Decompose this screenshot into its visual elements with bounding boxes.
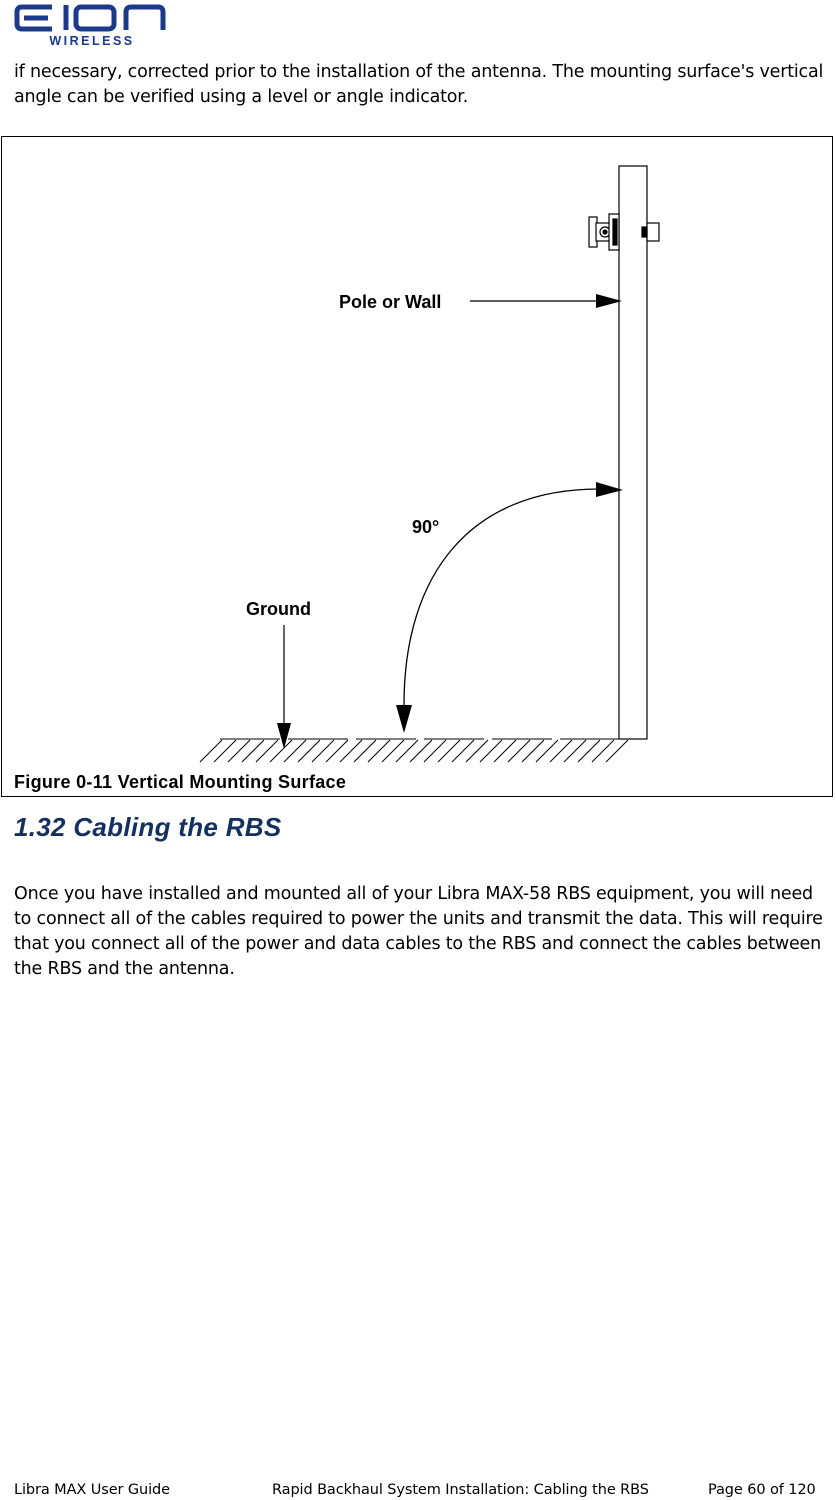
figure-caption: Figure 0-11 Vertical Mounting Surface — [14, 772, 347, 792]
ground-hatch-line — [354, 740, 376, 762]
logo-n-shape — [126, 7, 163, 30]
ground-hatch-line — [214, 740, 236, 762]
figure-vertical-mounting — [1, 136, 833, 797]
label-angle: 90° — [412, 517, 440, 537]
label-pole-or-wall: Pole or Wall — [339, 292, 442, 312]
ground-hatch-line — [536, 740, 558, 762]
section-heading: 1.32 Cabling the RBS — [14, 812, 282, 842]
label-ground: Ground — [246, 599, 311, 619]
ground-hatch-line — [326, 740, 348, 762]
ground-hatch-line — [578, 740, 600, 762]
logo-sub-text: WIRELESS — [49, 34, 135, 48]
ground-hatch-line — [438, 740, 460, 762]
logo-letters — [17, 5, 163, 30]
footer-guide-title: Libra MAX User Guide — [14, 1482, 170, 1498]
ground-hatch-line — [550, 740, 572, 762]
ground-hatch-line — [410, 740, 432, 762]
angle-arrow-bottom-head — [396, 705, 412, 733]
section-body-paragraph: Once you have installed and mounted all of your Libra MAX-58 RBS equipment, you will need to connect all of the cables required to power the units and transmit the data. This will require that you connect all of the power and data cables to the RBS and connect the cables between the RBS and the antenna. — [14, 884, 823, 979]
pole-arrow-head — [596, 294, 622, 308]
logo-o-shape — [76, 7, 114, 29]
ground-hatch-line — [494, 740, 516, 762]
ground-hatch-line — [228, 740, 250, 762]
ground-hatch-line — [466, 740, 488, 762]
pole — [619, 166, 647, 739]
ground-hatch-line — [564, 740, 586, 762]
ground-hatch-line — [312, 740, 334, 762]
ground-hatch-line — [200, 740, 222, 762]
ground-hatch-line — [368, 740, 390, 762]
ground-arrow-head — [277, 723, 291, 749]
ground-hatch-line — [242, 740, 264, 762]
ground-surface — [200, 739, 628, 762]
ground-hatch-line — [270, 740, 292, 762]
footer-section-title: Rapid Backhaul System Installation: Cabling the RBS — [272, 1482, 649, 1498]
ground-hatch-line — [592, 740, 614, 762]
eion-wireless-logo — [14, 2, 166, 48]
footer-page-number: Page 60 of 120 — [708, 1482, 816, 1498]
ground-hatch-line — [508, 740, 530, 762]
ground-hatch-line — [424, 740, 446, 762]
ground-hatch-line — [396, 740, 418, 762]
ground-hatch-line — [256, 740, 278, 762]
figure-drawing — [2, 137, 834, 798]
logo-mark — [14, 2, 166, 48]
ground-hatch-line — [284, 740, 306, 762]
ground-hatch-line — [382, 740, 404, 762]
intro-paragraph: if necessary, corrected prior to the installation of the antenna. The mounting surface's vertical angle can be verified using a level or angle indicator. — [14, 62, 824, 107]
ground-hatch-line — [452, 740, 474, 762]
ground-hatch-line — [606, 740, 628, 762]
ground-hatch-line — [522, 740, 544, 762]
ground-hatch-line — [340, 740, 362, 762]
ground-hatch-line — [480, 740, 502, 762]
ground-hatch-line — [298, 740, 320, 762]
